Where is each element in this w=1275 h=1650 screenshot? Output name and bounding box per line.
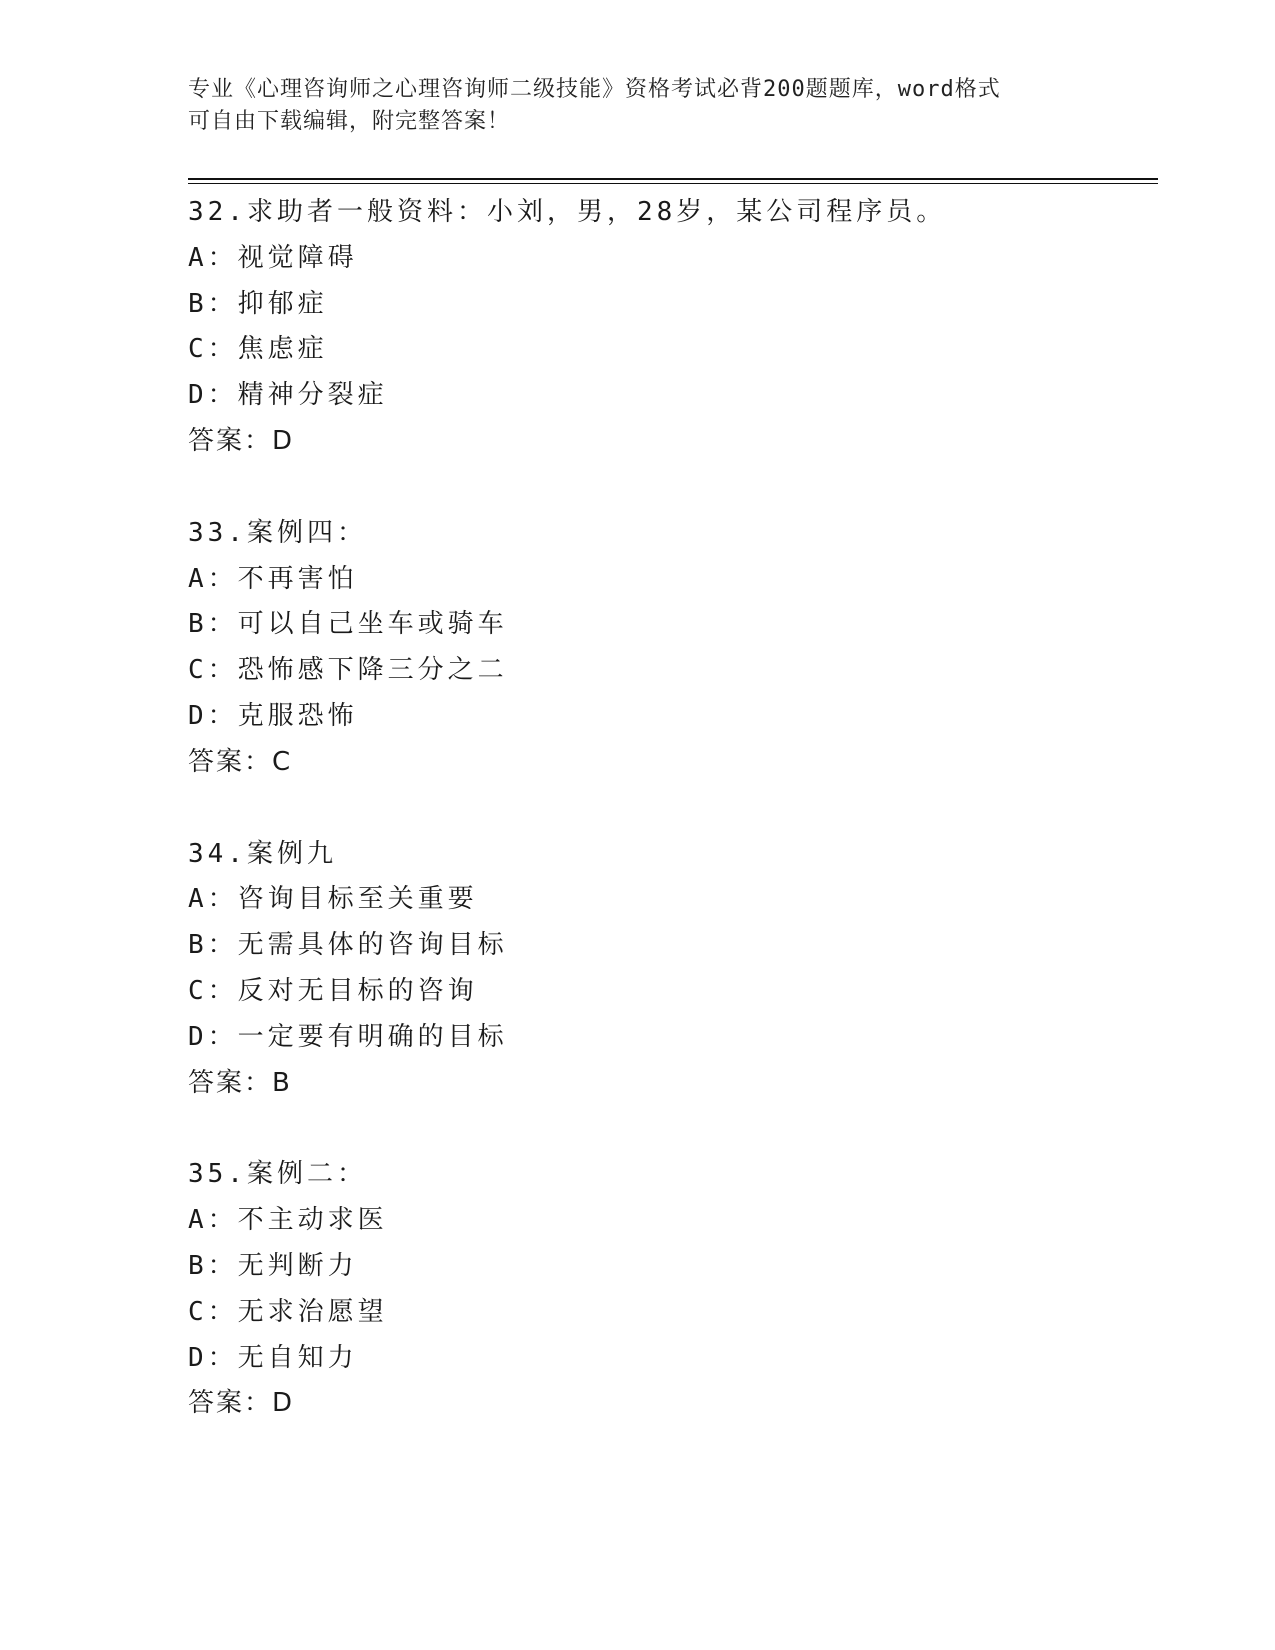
header-line-2: 可自由下载编辑，附完整答案！ [188,109,511,134]
option-d: D：无自知力 [188,1342,358,1373]
question-block [188,1152,1148,1427]
option-a: A：咨询目标至关重要 [188,884,478,915]
option-d: D：精神分裂症 [188,380,388,411]
answer-label: 答案： [188,425,273,456]
answer-value: D [272,1388,293,1419]
header-divider-thin [188,183,1158,184]
option-b: B：无判断力 [188,1250,358,1281]
answer-value: C [272,746,291,777]
answer-label: 答案： [188,746,273,777]
header-line-1: 专业《心理咨询师之心理咨询师二级技能》资格考试必背200题题库，word格式 [188,77,1001,102]
question-stem: 35.案例二： [188,1159,367,1190]
option-b: B：无需具体的咨询目标 [188,930,508,961]
question-stem: 32.求助者一般资料：小刘，男，28岁，某公司程序员。 [188,197,947,227]
answer-value: B [272,1067,290,1098]
option-c: C：反对无目标的咨询 [188,975,478,1006]
question-list [188,190,1148,1473]
question-block [188,511,1148,786]
option-d: D：一定要有明确的目标 [188,1021,508,1052]
option-b: B：抑郁症 [188,288,328,319]
document-header [188,74,1088,138]
answer-line [188,1061,1148,1107]
answer-label: 答案： [188,1067,273,1098]
option-b: B：可以自己坐车或骑车 [188,609,508,640]
option-a: A：不主动求医 [188,1205,388,1236]
option-d: D：克服恐怖 [188,700,358,731]
question-block [188,190,1148,465]
option-a: A：视觉障碍 [188,242,358,273]
header-divider-thick [188,178,1158,180]
option-c: C：恐怖感下降三分之二 [188,655,508,686]
question-stem: 33.案例四： [188,517,367,548]
answer-label: 答案： [188,1388,273,1419]
answer-line [188,740,1148,786]
question-block [188,832,1148,1107]
answer-value: D [272,425,293,456]
question-stem: 34.案例九 [188,838,337,869]
option-a: A：不再害怕 [188,563,358,594]
answer-line [188,419,1148,465]
option-c: C：焦虑症 [188,334,328,365]
answer-line [188,1381,1148,1427]
option-c: C：无求治愿望 [188,1296,388,1327]
